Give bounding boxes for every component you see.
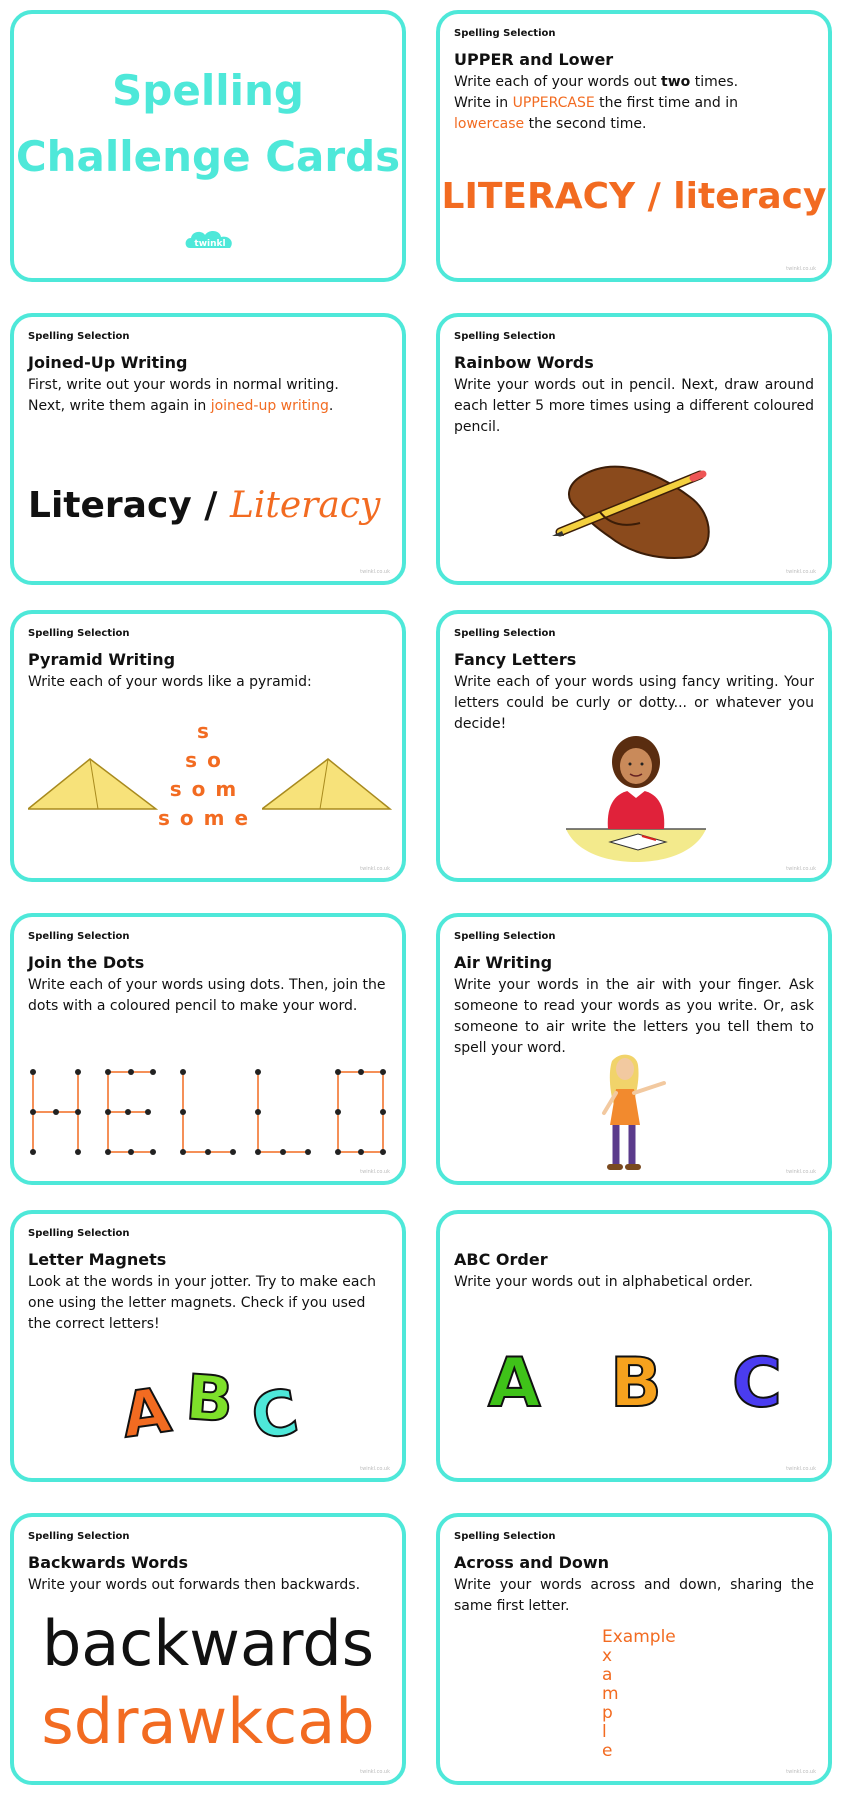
card-tag: Spelling Selection [28, 1531, 130, 1542]
card-title: Backwards Words [28, 1553, 189, 1572]
magnet-letter-b: B [183, 1360, 236, 1437]
card-text [28, 375, 388, 417]
card-rainbow [436, 313, 832, 585]
text-part: Write each of your words out [454, 74, 662, 90]
card-text: Write each of your words like a pyramid: [28, 674, 312, 690]
card-tag: Spelling Selection [454, 331, 556, 342]
example-uppercase-lowercase: LITERACY / literacy [441, 176, 827, 217]
text-part: Write in [454, 95, 513, 111]
card-text: Write each of your words using dots. Then, join the dots with a coloured pencil to make your word. [28, 977, 386, 1014]
card-title: Across and Down [454, 1553, 610, 1572]
card-tag: Spelling Selection [454, 931, 556, 942]
example-down [602, 1647, 619, 1761]
footer-credit: twinkl.co.uk [786, 266, 816, 272]
example-across: Example [602, 1627, 676, 1647]
cover-title [14, 58, 402, 190]
footer-credit: twinkl.co.uk [786, 1769, 816, 1775]
card-title: Pyramid Writing [28, 650, 176, 669]
card-title: Join the Dots [28, 953, 145, 972]
twinkl-logo [184, 228, 236, 254]
text-bold: two [661, 74, 691, 90]
card-abc-order [436, 1210, 832, 1482]
magnet-letter-c: C [246, 1374, 304, 1455]
text-highlight: UPPERCASE [512, 95, 595, 111]
card-pyramid [10, 610, 406, 882]
cover-card [10, 10, 406, 282]
card-text: Write your words in the air with your finger. Ask someone to read your words as you write. Or, ask someone to air write the letters you tell them to spell your word. [454, 977, 814, 1056]
footer-credit: twinkl.co.uk [360, 1769, 390, 1775]
text-part: the second time. [524, 116, 647, 132]
example-joined [28, 485, 380, 526]
pyramid-row: some [157, 806, 259, 830]
pyramid-row: som [169, 777, 247, 801]
card-text: Write your words out forwards then backwards. [28, 1577, 361, 1593]
example-backwards: sdrawkcab [41, 1685, 375, 1758]
card-text: Look at the words in your jotter. Try to make each one using the letter magnets. Check if you used the correct letters! [28, 1274, 377, 1332]
abc-letter-b: B [610, 1344, 662, 1423]
example-cursive: Literacy [229, 485, 381, 526]
text-highlight: lowercase [454, 116, 525, 132]
hello-dots-illustration [28, 1067, 398, 1159]
card-title: ABC Order [454, 1250, 548, 1269]
footer-credit: twinkl.co.uk [360, 1466, 390, 1472]
card-tag: Spelling Selection [454, 1531, 556, 1542]
card-text [454, 72, 814, 135]
card-across-down [436, 1513, 832, 1785]
card-air-writing [436, 913, 832, 1185]
down-letter: p [602, 1703, 613, 1723]
down-letter: x [602, 1646, 613, 1666]
text-part: Next, write them again in [28, 398, 211, 414]
footer-credit: twinkl.co.uk [786, 1466, 816, 1472]
cover-title-line2: Challenge Cards [15, 132, 401, 181]
card-title: Rainbow Words [454, 353, 594, 372]
pyramid-row: s [197, 719, 219, 743]
card-tag: Spelling Selection [28, 931, 130, 942]
magnet-letter-a: A [117, 1373, 175, 1452]
card-title: Letter Magnets [28, 1250, 167, 1269]
pyramid-row: so [185, 748, 231, 772]
card-title: UPPER and Lower [454, 50, 614, 69]
footer-credit: twinkl.co.uk [360, 1169, 390, 1175]
card-title: Fancy Letters [454, 650, 577, 669]
footer-credit: twinkl.co.uk [360, 866, 390, 872]
text-part: times. [690, 74, 739, 90]
card-text: Write your words across and down, sharing the same first letter. [454, 1577, 814, 1614]
card-tag: Spelling Selection [28, 331, 130, 342]
down-letter: a [602, 1665, 613, 1685]
abc-letter-a: A [488, 1344, 541, 1423]
footer-credit: twinkl.co.uk [786, 866, 816, 872]
down-letter: e [602, 1741, 613, 1761]
twinkl-logo-text: twinkl [194, 239, 226, 249]
card-title: Air Writing [454, 953, 553, 972]
card-tag: Spelling Selection [28, 628, 130, 639]
hand-pencil-illustration [540, 457, 720, 567]
card-tag: Spelling Selection [28, 1228, 130, 1239]
footer-credit: twinkl.co.uk [360, 569, 390, 575]
text-part: the first time and in [594, 95, 739, 111]
down-letter: m [602, 1684, 619, 1704]
card-letter-magnets [10, 1210, 406, 1482]
girl-writing-illustration [566, 734, 706, 864]
card-fancy-letters [436, 610, 832, 882]
card-join-dots [10, 913, 406, 1185]
footer-credit: twinkl.co.uk [786, 569, 816, 575]
card-text: Write each of your words using fancy writing. Your letters could be curly or dotty... or whatever you decide! [454, 674, 814, 732]
card-text: Write your words out in alphabetical order. [454, 1274, 753, 1290]
card-upper-lower [436, 10, 832, 282]
example-forwards: backwards [41, 1607, 375, 1680]
card-joined-up [10, 313, 406, 585]
card-backwards-words [10, 1513, 406, 1785]
cover-title-line1: Spelling [112, 66, 304, 115]
card-tag: Spelling Selection [454, 28, 556, 39]
down-letter: l [602, 1722, 607, 1742]
text-highlight: joined-up writing [210, 398, 329, 414]
card-tag: Spelling Selection [454, 628, 556, 639]
footer-credit: twinkl.co.uk [786, 1169, 816, 1175]
card-text: Write your words out in pencil. Next, draw around each letter 5 more times using a different coloured pencil. [454, 377, 814, 435]
girl-air-writing-illustration [590, 1053, 670, 1177]
abc-letter-c: C [732, 1344, 782, 1423]
text-part: . [328, 398, 334, 414]
card-title: Joined-Up Writing [28, 353, 188, 372]
example-print: Literacy / [28, 485, 230, 526]
text-line: First, write out your words in normal writing. [28, 377, 339, 393]
